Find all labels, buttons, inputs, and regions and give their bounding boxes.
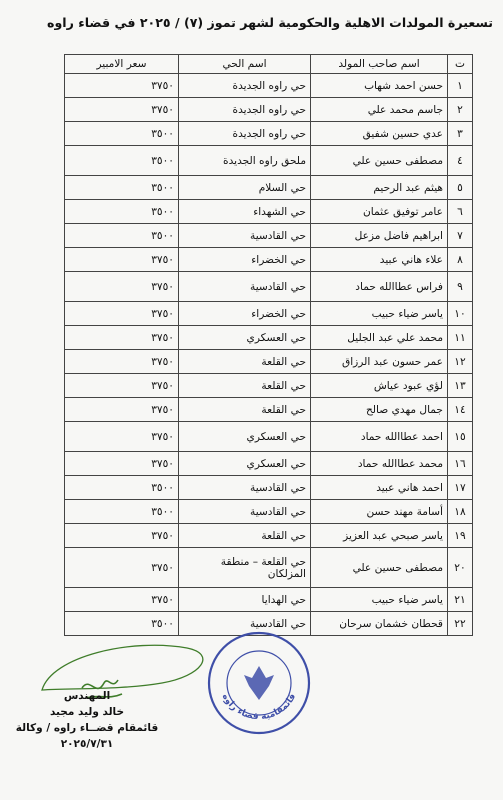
row-number: ١٧ <box>448 476 473 500</box>
amp-price: ٣٥٠٠ <box>65 122 179 146</box>
row-number: ٣ <box>448 122 473 146</box>
table-row <box>65 98 473 122</box>
row-number: ١٣ <box>448 374 473 398</box>
row-number: ٢٠ <box>448 548 473 588</box>
owner-name: محمد علي عبد الجليل <box>311 326 448 350</box>
row-number: ١٥ <box>448 422 473 452</box>
district-name: حي القادسية <box>179 272 311 302</box>
row-number: ١ <box>448 74 473 98</box>
stamp-text: قائمقامية قضاء راوه <box>219 692 299 723</box>
district-name: حي القلعة – منطقة المزلكان <box>179 548 311 588</box>
header-number: ت <box>448 55 473 74</box>
table-row <box>65 200 473 224</box>
district-name: حي القادسية <box>179 500 311 524</box>
table-row <box>65 74 473 98</box>
district-name: حي الهدايا <box>179 588 311 612</box>
header-district: اسم الحي <box>179 55 311 74</box>
signatory-position: قائمقام قضــاء راوه / وكالة <box>15 722 159 734</box>
row-number: ١٩ <box>448 524 473 548</box>
amp-price: ٣٥٠٠ <box>65 500 179 524</box>
district-name: حي الخضراء <box>179 248 311 272</box>
table-row <box>65 350 473 374</box>
district-name: حي القلعة <box>179 398 311 422</box>
table-row <box>65 548 473 588</box>
district-name: حي القلعة <box>179 524 311 548</box>
header-amp-price: سعر الامبير <box>65 55 179 74</box>
signatory-name: خالد وليد مجيد <box>49 706 125 718</box>
table-row <box>65 452 473 476</box>
amp-price: ٣٥٠٠ <box>65 146 179 176</box>
amp-price: ٣٧٥٠ <box>65 548 179 588</box>
amp-price: ٣٧٥٠ <box>65 524 179 548</box>
owner-name: جمال مهدي صالح <box>311 398 448 422</box>
owner-name: ياسر ضياء حبيب <box>311 588 448 612</box>
row-number: ٢٢ <box>448 612 473 636</box>
owner-name: عمر حسون عبد الرزاق <box>311 350 448 374</box>
table-row <box>65 326 473 350</box>
amp-price: ٣٥٠٠ <box>65 612 179 636</box>
amp-price: ٣٧٥٠ <box>65 422 179 452</box>
amp-price: ٣٧٥٠ <box>65 272 179 302</box>
table-row <box>65 476 473 500</box>
amp-price: ٣٥٠٠ <box>65 200 179 224</box>
generator-price-table <box>64 54 473 636</box>
official-stamp <box>204 628 314 738</box>
row-number: ٤ <box>448 146 473 176</box>
signature-block <box>12 688 162 752</box>
owner-name: علاء هاني عبيد <box>311 248 448 272</box>
district-name: حي القادسية <box>179 476 311 500</box>
owner-name: عدي حسين شفيق <box>311 122 448 146</box>
owner-name: عامر توفيق عثمان <box>311 200 448 224</box>
header-owner-name: اسم صاحب المولد <box>311 55 448 74</box>
owner-name: احمد هاني عبيد <box>311 476 448 500</box>
signature-loop <box>42 645 203 690</box>
row-number: ١٨ <box>448 500 473 524</box>
table-row <box>65 500 473 524</box>
owner-name: ياسر ضياء حبيب <box>311 302 448 326</box>
amp-price: ٣٧٥٠ <box>65 74 179 98</box>
amp-price: ٣٧٥٠ <box>65 374 179 398</box>
table-row <box>65 588 473 612</box>
row-number: ٢ <box>448 98 473 122</box>
district-name: حي القادسية <box>179 612 311 636</box>
row-number: ٧ <box>448 224 473 248</box>
amp-price: ٣٧٥٠ <box>65 302 179 326</box>
owner-name: أسامة مهند حسن <box>311 500 448 524</box>
district-name: حي القلعة <box>179 374 311 398</box>
district-name: حي راوه الجديدة <box>179 122 311 146</box>
owner-name: مصطفى حسين علي <box>311 548 448 588</box>
row-number: ١٠ <box>448 302 473 326</box>
row-number: ٦ <box>448 200 473 224</box>
district-name: حي العسكري <box>179 422 311 452</box>
table-row <box>65 224 473 248</box>
district-name: حي السلام <box>179 176 311 200</box>
district-name: حي القادسية <box>179 224 311 248</box>
row-number: ٢١ <box>448 588 473 612</box>
owner-name: احمد عطاالله حماد <box>311 422 448 452</box>
amp-price: ٣٧٥٠ <box>65 350 179 374</box>
signature-date: ٢٠٢٥/٧/٣١ <box>60 738 114 750</box>
table-row <box>65 272 473 302</box>
row-number: ١٤ <box>448 398 473 422</box>
district-name: حي القلعة <box>179 350 311 374</box>
amp-price: ٣٧٥٠ <box>65 248 179 272</box>
owner-name: قحطان خشمان سرحان <box>311 612 448 636</box>
table-row <box>65 422 473 452</box>
row-number: ٨ <box>448 248 473 272</box>
owner-name: فراس عطاالله حماد <box>311 272 448 302</box>
table-row <box>65 524 473 548</box>
amp-price: ٣٧٥٠ <box>65 398 179 422</box>
amp-price: ٣٧٥٠ <box>65 98 179 122</box>
amp-price: ٣٥٠٠ <box>65 176 179 200</box>
table-row <box>65 146 473 176</box>
amp-price: ٣٧٥٠ <box>65 452 179 476</box>
signatory-role: المهندس <box>63 690 111 702</box>
owner-name: ابراهيم فاضل مزعل <box>311 224 448 248</box>
row-number: ١١ <box>448 326 473 350</box>
district-name: حي راوه الجديدة <box>179 74 311 98</box>
district-name: حي الشهداء <box>179 200 311 224</box>
row-number: ١٦ <box>448 452 473 476</box>
owner-name: مصطفى حسين علي <box>311 146 448 176</box>
table-row <box>65 398 473 422</box>
amp-price: ٣٧٥٠ <box>65 326 179 350</box>
district-name: حي العسكري <box>179 326 311 350</box>
district-name: حي الخضراء <box>179 302 311 326</box>
owner-name: هيثم عبد الرحيم <box>311 176 448 200</box>
row-number: ١٢ <box>448 350 473 374</box>
owner-name: حسن احمد شهاب <box>311 74 448 98</box>
owner-name: لؤي عبود عياش <box>311 374 448 398</box>
amp-price: ٣٥٠٠ <box>65 224 179 248</box>
table-header-row <box>65 55 473 74</box>
table-row <box>65 176 473 200</box>
table-row <box>65 374 473 398</box>
document-title: تسعيرة المولدات الاهلية والحكومية لشهر تموز (٧) / ٢٠٢٥ في قضاء راوه <box>47 15 493 30</box>
owner-name: محمد عطاالله حماد <box>311 452 448 476</box>
amp-price: ٣٧٥٠ <box>65 588 179 612</box>
district-name: حي العسكري <box>179 452 311 476</box>
row-number: ٩ <box>448 272 473 302</box>
district-name: حي راوه الجديدة <box>179 98 311 122</box>
owner-name: جاسم محمد علي <box>311 98 448 122</box>
district-name: ملحق راوه الجديدة <box>179 146 311 176</box>
row-number: ٥ <box>448 176 473 200</box>
table-body <box>65 74 473 636</box>
table-row <box>65 302 473 326</box>
owner-name: ياسر صبحي عبد العزيز <box>311 524 448 548</box>
table-row <box>65 122 473 146</box>
table-row <box>65 248 473 272</box>
amp-price: ٣٥٠٠ <box>65 476 179 500</box>
stamp-eagle-emblem <box>244 666 274 700</box>
